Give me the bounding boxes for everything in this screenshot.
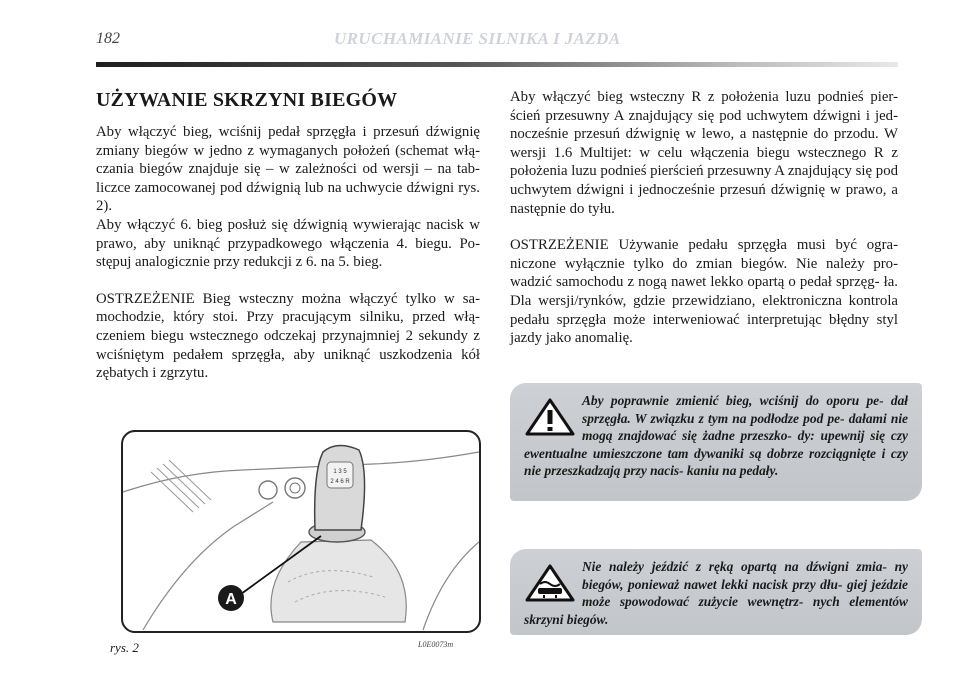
- section-title: UŻYWANIE SKRZYNI BIEGÓW: [96, 89, 398, 111]
- warning-box-hand-on-lever: [510, 549, 922, 635]
- running-title: URUCHAMIANIE SILNIKA I JAZDA: [334, 29, 621, 48]
- paragraph-reverse-warning: OSTRZEŻENIE Bieg wsteczny można włączyć tylko w sa- mochodzie, który stoi. Przy pracującym silniku, przed włą- czeniem biegu wstecznego odczekaj przynajmniej 2 sekundy z wciśniętym pedałem sprzęgła, aby uniknąć uszkodzenia kół zębatych i zgrzytu.: [96, 290, 480, 382]
- gear-lever-figure: [121, 430, 481, 633]
- right-column: [510, 88, 898, 348]
- left-column: [96, 88, 480, 383]
- figure-code: L0E0073m: [418, 640, 454, 649]
- paragraph-gear-shift: Aby włączyć bieg, wciśnij pedał sprzęgła i przesuń dźwignię zmiany biegów w jedno z wymaganych położeń (schemat włą- czania biegów znajduje się – w zależności od wersji – na tab- liczce zamocowanej pod dźwignią lub na uchwycie dźwigni rys. 2).: [96, 124, 480, 215]
- page-number: 182: [96, 30, 120, 47]
- warning-text-hand-on-lever: Nie należy jeździć z ręką opartą na dźwigni zmia- ny biegów, ponieważ nawet lekki nacisk przy dłu- giej jeździe może spowodować zużycie wewnętrz- nych elementów skrzyni biegów.: [524, 559, 908, 627]
- warning-triangle-icon: [524, 398, 576, 436]
- knob-pattern-top: 1 3 5: [333, 469, 347, 475]
- paragraph-reverse-gear: Aby włączyć bieg wsteczny R z położenia luzu podnieś pier- ścień przesuwny A znajdujący się pod uchwytem dźwigni i jed- nocześnie przesuń dźwignię w lewo, a następnie do przodu. W wersji 1.6 Multijet: w celu włączenia biegu wstecznego R z położenia luzu podnieś pierścień przesuwny A znajdujący się pod uchwytem dźwigni i jednocześnie przesuń dźwignię w prawo, a następnie do tyłu.: [510, 89, 898, 217]
- header-rule: [96, 62, 898, 67]
- paragraph-sixth-gear: Aby włączyć 6. bieg posłuż się dźwignią wywierając nacisk w prawo, aby uniknąć przypadkowego włączenia 4. biegu. Po- stępuj analogicznie przy redukcji z 6. na 5. bieg.: [96, 216, 480, 271]
- damage-warning-icon: [524, 564, 576, 602]
- callout-a-label: A: [225, 591, 237, 608]
- warning-box-clutch: [510, 383, 922, 501]
- paragraph-clutch-warning: OSTRZEŻENIE Używanie pedału sprzęgła musi być ogra- niczone wyłącznie tylko do zmian biegów. Nie należy pro- wadzić samochodu z nogą nawet lekko opartą o pedał sprzęg- ła. Dla wersji/rynków, gdzie przewidziano, elektroniczna kontrola pedału sprzęgła może interweniować interpretując błędny styl jazdy jako anomalię.: [510, 237, 898, 347]
- warning-text-clutch: Aby poprawnie zmienić bieg, wciśnij do oporu pe- dał sprzęgła. W związku z tym na podłodze pod pe- dałami nie mogą znajdować się żadne przeszko- dy: upewnij się czy ewentualne umieszczone tam dywaniki są dobrze rozciągnięte i czy nie przeszkadzają przy nacis- kaniu na pedały.: [524, 393, 908, 479]
- knob-pattern-bottom: 2 4 6 R: [330, 479, 350, 485]
- figure-caption: rys. 2: [110, 640, 139, 655]
